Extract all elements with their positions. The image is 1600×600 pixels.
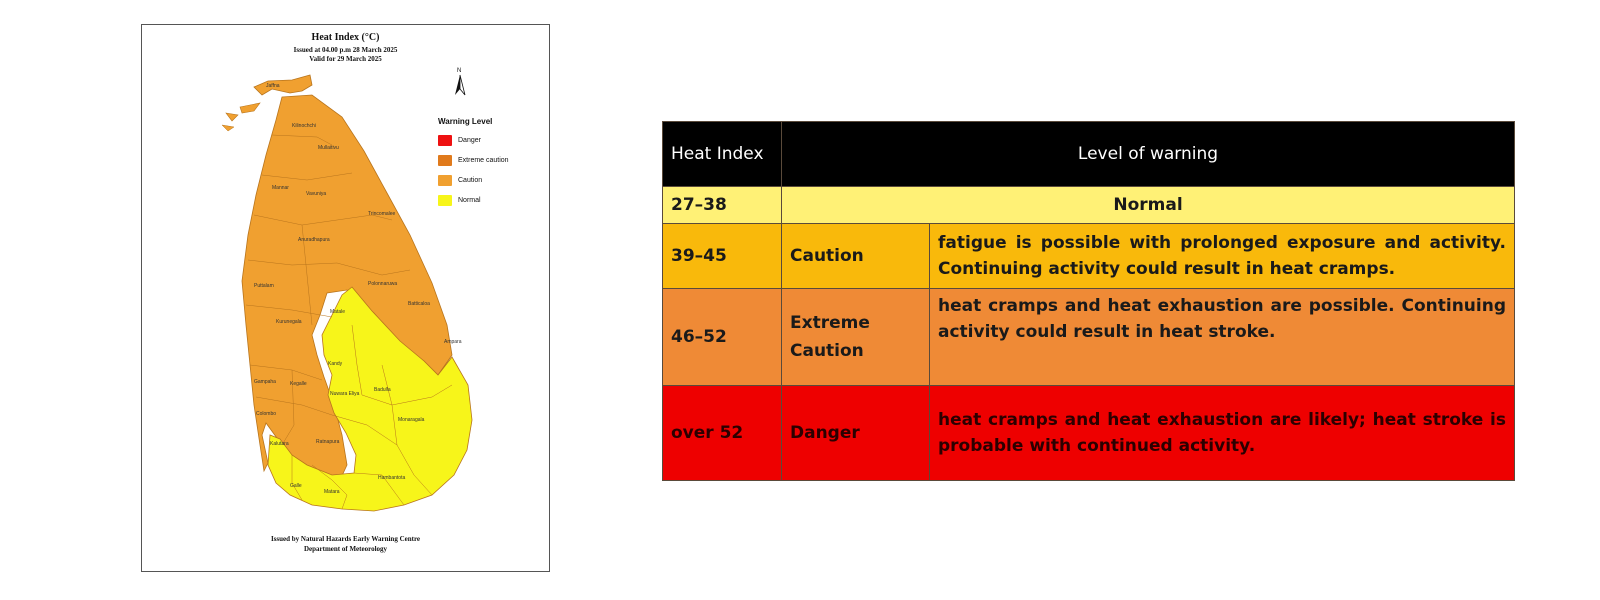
legend-item-caution: [438, 173, 509, 187]
islet: [222, 125, 234, 131]
district-label-mullaitivu: Mullaitivu: [318, 145, 339, 151]
district-label-nuwara-eliya: Nuwara Eliya: [330, 391, 360, 397]
heat-index-warning-table: [662, 121, 1515, 481]
header-heat-index: Heat Index: [663, 122, 782, 187]
table-row-danger: [663, 386, 1515, 481]
legend-item-extreme-caution: [438, 153, 509, 167]
district-label-batticaloa: Batticaloa: [408, 301, 430, 307]
heat-index-map: [141, 24, 550, 572]
legend-swatch: [438, 195, 452, 206]
warning-description-cell: fatigue is possible with prolonged exposure and activity. Continuing activity could result in heat cramps.: [930, 224, 1515, 289]
district-label-matara: Matara: [324, 489, 340, 495]
table-row-caution: [663, 224, 1515, 289]
legend-title: Warning Level: [438, 117, 493, 126]
district-label-gampaha: Gampaha: [254, 379, 276, 385]
district-label-ampara: Ampara: [444, 339, 462, 345]
table-header-row: [663, 122, 1515, 187]
map-title: Heat Index (°C): [311, 32, 380, 43]
district-label-matale: Matale: [330, 309, 346, 315]
district-label-vavuniya: Vavuniya: [306, 191, 327, 197]
district-label-puttalam: Puttalam: [254, 283, 274, 289]
warning-description-cell: heat cramps and heat exhaustion are possible. Continuing activity could result in heat stroke.: [930, 289, 1515, 386]
legend-label: Caution: [458, 176, 483, 184]
sri-lanka-map: [142, 25, 549, 571]
map-footer-issuer: Issued by Natural Hazards Early Warning Centre: [270, 535, 421, 543]
heat-range-cell: over 52: [663, 386, 782, 481]
district-label-polonnaruwa: Polonnaruwa: [368, 281, 398, 287]
district-label-kilinochchi: Kilinochchi: [292, 123, 316, 129]
district-label-kegalle: Kegalle: [290, 381, 307, 387]
warning-level-cell: Danger: [782, 386, 930, 481]
district-label-kurunegala: Kurunegala: [276, 319, 302, 325]
jaffna-peninsula: [226, 103, 260, 121]
district-label-monaragala: Monaragala: [398, 417, 425, 423]
district-label-badulla: Badulla: [374, 387, 391, 393]
legend-item-danger: [438, 133, 509, 147]
north-label: N: [457, 68, 462, 74]
table-row-extreme-caution: [663, 289, 1515, 386]
district-label-jaffna: Jaffna: [266, 83, 280, 89]
map-issued-date: Issued at 04.00 p.m 28 March 2025: [293, 46, 398, 54]
warning-level-cell: Caution: [782, 224, 930, 289]
header-level-of-warning: Level of warning: [782, 122, 1515, 187]
table-row-normal: [663, 187, 1515, 224]
north-arrow-icon: [452, 69, 468, 99]
legend-item-normal: [438, 193, 509, 207]
legend-swatch: [438, 175, 452, 186]
legend-label: Extreme caution: [458, 156, 509, 164]
legend-swatch: [438, 135, 452, 146]
warning-description-cell: heat cramps and heat exhaustion are likely; heat stroke is probable with continued activity.: [930, 386, 1515, 481]
district-label-hambantota: Hambantota: [378, 475, 406, 481]
district-label-ratnapura: Ratnapura: [316, 439, 340, 445]
district-label-mannar: Mannar: [272, 185, 289, 191]
heat-range-cell: 27–38: [663, 187, 782, 224]
district-label-kalutara: Kalutara: [270, 441, 289, 447]
map-footer-department: Department of Meteorology: [303, 545, 388, 553]
warning-level-cell: Extreme Caution: [782, 289, 930, 386]
legend-label: Danger: [458, 136, 481, 144]
warning-level-cell: Normal: [782, 187, 1515, 224]
heat-range-cell: 46–52: [663, 289, 782, 386]
legend-swatch: [438, 155, 452, 166]
heat-range-cell: 39–45: [663, 224, 782, 289]
map-valid-date: Valid for 29 March 2025: [309, 55, 382, 63]
district-label-trincomalee: Trincomalee: [368, 211, 396, 217]
map-legend: [438, 117, 509, 213]
district-label-kandy: Kandy: [328, 361, 343, 367]
district-label-colombo: Colombo: [256, 411, 277, 417]
legend-label: Normal: [458, 196, 481, 204]
district-label-anuradhapura: Anuradhapura: [298, 237, 330, 243]
district-label-galle: Galle: [290, 483, 302, 489]
